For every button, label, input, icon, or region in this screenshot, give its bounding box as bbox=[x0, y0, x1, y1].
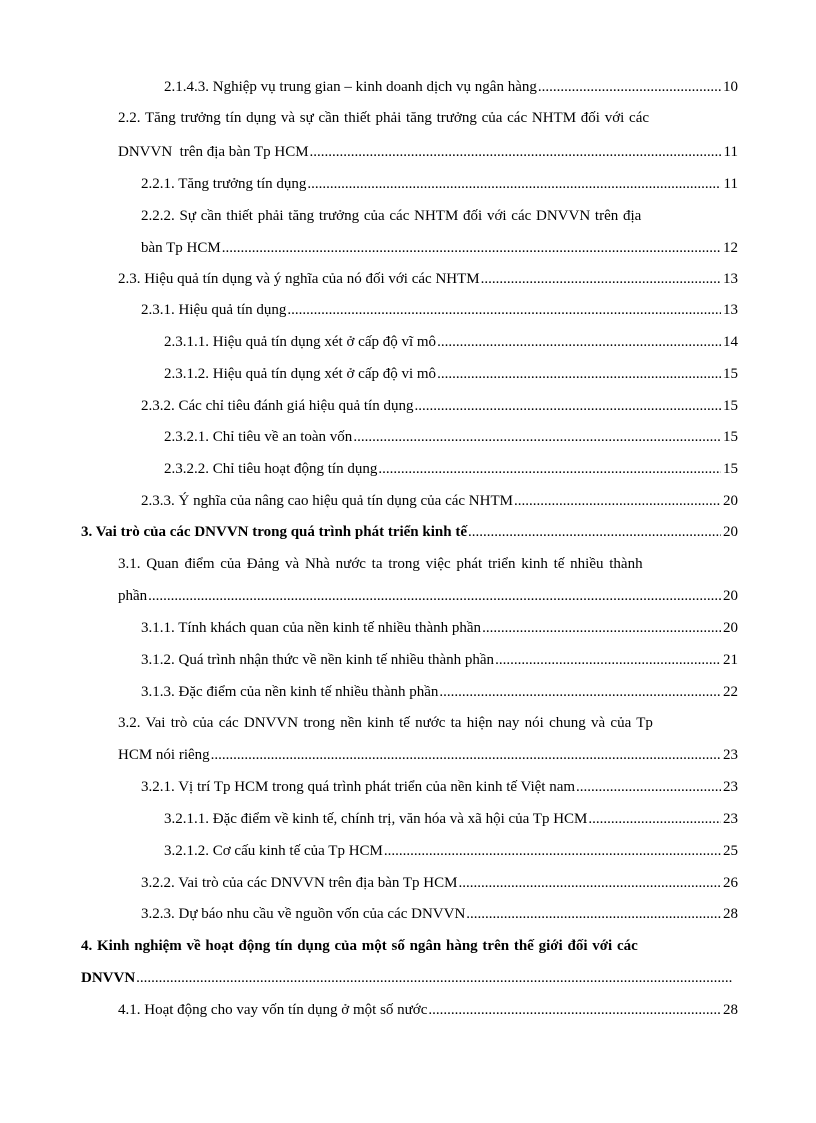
toc-entry-title: 3.1.3. Đặc điểm của nền kinh tế nhiều thành phần bbox=[141, 684, 439, 700]
toc-page-number: 13 bbox=[723, 271, 738, 287]
toc-entry-title: 2.3.1. Hiệu quả tín dụng bbox=[141, 302, 287, 318]
toc-leader bbox=[482, 616, 721, 640]
toc-page-number: 13 bbox=[723, 302, 738, 318]
toc-entry-title: 3.2.3. Dự báo nhu cầu về nguồn vốn của các DNVVN bbox=[141, 906, 466, 922]
toc-page-number: 26 bbox=[723, 875, 738, 891]
toc-entry[interactable] bbox=[164, 362, 738, 386]
toc-leader bbox=[136, 966, 732, 990]
toc-entry-title: DNVVN trên địa bàn Tp HCM bbox=[118, 144, 309, 160]
toc-page-number: 14 bbox=[723, 334, 738, 350]
toc-entry-title: 3.2.2. Vai trò của các DNVVN trên địa bàn Tp HCM bbox=[141, 875, 458, 891]
toc-leader bbox=[310, 140, 721, 164]
toc-leader bbox=[466, 902, 721, 926]
toc-entry[interactable] bbox=[118, 106, 738, 130]
toc-entry[interactable] bbox=[141, 616, 738, 640]
toc-leader bbox=[437, 362, 721, 386]
toc-entry-title: DNVVN bbox=[81, 970, 136, 986]
toc-entry-title: 2.3.2.1. Chỉ tiêu về an toàn vốn bbox=[164, 429, 353, 445]
toc-entry-title: 3.2. Vai trò của các DNVVN trong nền kinh tế nước ta hiện nay nói chung và của Tp bbox=[118, 715, 653, 731]
toc-leader bbox=[588, 807, 721, 831]
toc-section-heading[interactable] bbox=[81, 934, 738, 958]
toc-entry[interactable] bbox=[164, 75, 738, 99]
toc-leader bbox=[222, 236, 721, 260]
toc-leader bbox=[307, 172, 721, 196]
toc-leader bbox=[468, 520, 721, 544]
toc-entry[interactable] bbox=[141, 204, 738, 228]
toc-leader bbox=[353, 425, 721, 449]
toc-entry-title: 2.3.2.2. Chỉ tiêu hoạt động tín dụng bbox=[164, 461, 378, 477]
toc-leader bbox=[437, 330, 721, 354]
toc-entry[interactable] bbox=[141, 648, 738, 672]
toc-entry-title: 2.1.4.3. Nghiệp vụ trung gian – kinh doanh dịch vụ ngân hàng bbox=[164, 79, 537, 95]
toc-entry-title: 3.2.1.2. Cơ cấu kinh tế của Tp HCM bbox=[164, 843, 383, 859]
toc-entry-continuation[interactable] bbox=[118, 743, 738, 767]
toc-entry-title: 2.3.2. Các chỉ tiêu đánh giá hiệu quả tín dụng bbox=[141, 398, 414, 414]
toc-leader bbox=[287, 298, 721, 322]
toc-leader bbox=[439, 680, 721, 704]
toc-page-number: 22 bbox=[723, 684, 738, 700]
toc-page-number: 20 bbox=[723, 620, 738, 636]
toc-entry[interactable] bbox=[118, 267, 738, 291]
toc-leader bbox=[211, 743, 721, 767]
toc-entry[interactable] bbox=[141, 298, 738, 322]
toc-leader bbox=[481, 267, 721, 291]
toc-page-number: 11 bbox=[723, 176, 738, 192]
toc-entry[interactable] bbox=[118, 998, 738, 1022]
toc-entry-title: 3.1. Quan điểm của Đảng và Nhà nước ta trong việc phát triển kinh tế nhiều thành bbox=[118, 556, 643, 572]
toc-page-number: 28 bbox=[723, 1002, 738, 1018]
toc-entry-title: bàn Tp HCM bbox=[141, 240, 221, 256]
toc-page-number: 15 bbox=[723, 429, 738, 445]
toc-entry-title: 3.1.1. Tính khách quan của nền kinh tế nhiều thành phần bbox=[141, 620, 482, 636]
toc-entry-title: 3. Vai trò của các DNVVN trong quá trình phát triển kinh tế bbox=[81, 524, 467, 540]
toc-entry-title: 4.1. Hoạt động cho vay vốn tín dụng ở một số nước bbox=[118, 1002, 428, 1018]
toc-leader bbox=[148, 584, 721, 608]
toc-entry[interactable] bbox=[164, 330, 738, 354]
toc-page-number: 20 bbox=[723, 588, 738, 604]
toc-page-number: 20 bbox=[723, 493, 738, 509]
toc-entry-continuation[interactable] bbox=[141, 236, 738, 260]
toc-leader bbox=[576, 775, 721, 799]
toc-page-number: 25 bbox=[723, 843, 738, 859]
toc-entry-title: 2.2.2. Sự cần thiết phải tăng trưởng của các NHTM đối với các DNVVN trên địa bbox=[141, 208, 642, 224]
toc-leader bbox=[378, 457, 721, 481]
toc-section-heading-continuation[interactable] bbox=[81, 966, 733, 990]
toc-entry-title: 2.3.1.1. Hiệu quả tín dụng xét ở cấp độ vĩ mô bbox=[164, 334, 437, 350]
toc-leader bbox=[414, 394, 721, 418]
toc-entry[interactable] bbox=[164, 457, 738, 481]
toc-entry[interactable] bbox=[141, 902, 738, 926]
toc-entry[interactable] bbox=[164, 425, 738, 449]
toc-entry-title: 2.3.1.2. Hiệu quả tín dụng xét ở cấp độ vi mô bbox=[164, 366, 437, 382]
toc-page-number: 28 bbox=[723, 906, 738, 922]
toc-entry-title: 2.2.1. Tăng trưởng tín dụng bbox=[141, 176, 307, 192]
toc-entry[interactable] bbox=[141, 871, 738, 895]
toc-entry-title: 2.3. Hiệu quả tín dụng và ý nghĩa của nó đối với các NHTM bbox=[118, 271, 480, 287]
toc-entry[interactable] bbox=[141, 172, 738, 196]
toc-entry[interactable] bbox=[118, 552, 738, 576]
toc-page-number: 23 bbox=[723, 779, 738, 795]
toc-entry-title: 2.3.3. Ý nghĩa của nâng cao hiệu quả tín dụng của các NHTM bbox=[141, 493, 513, 509]
toc-page-number: 23 bbox=[723, 811, 738, 827]
toc-entry-title: HCM nói riêng bbox=[118, 747, 210, 763]
toc-page-number: 23 bbox=[723, 747, 738, 763]
toc-entry-title: 4. Kinh nghiệm về hoạt động tín dụng của một số ngân hàng trên thế giới đối với các bbox=[81, 938, 638, 954]
toc-page-number: 10 bbox=[723, 79, 738, 95]
toc-leader bbox=[458, 871, 721, 895]
toc-entry[interactable] bbox=[141, 489, 738, 513]
toc-leader bbox=[428, 998, 721, 1022]
toc-entry-title: 3.1.2. Quá trình nhận thức về nền kinh tế nhiều thành phần bbox=[141, 652, 495, 668]
toc-page-number: 12 bbox=[723, 240, 738, 256]
toc-page-number: 11 bbox=[723, 144, 738, 160]
toc-entry-title: 3.2.1.1. Đặc điểm về kinh tế, chính trị, văn hóa và xã hội của Tp HCM bbox=[164, 811, 588, 827]
toc-entry[interactable] bbox=[118, 711, 738, 735]
toc-entry[interactable] bbox=[141, 394, 738, 418]
toc-leader bbox=[514, 489, 721, 513]
toc-page-number: 15 bbox=[723, 398, 738, 414]
toc-entry[interactable] bbox=[164, 807, 738, 831]
toc-page-number: 20 bbox=[723, 524, 738, 540]
toc-entry[interactable] bbox=[141, 680, 738, 704]
toc-section-heading[interactable] bbox=[81, 520, 738, 544]
toc-entry-title: 3.2.1. Vị trí Tp HCM trong quá trình phát triển của nền kinh tế Việt nam bbox=[141, 779, 576, 795]
toc-page-number: 15 bbox=[723, 461, 738, 477]
toc-leader bbox=[538, 75, 721, 99]
toc-entry-title: phần bbox=[118, 588, 148, 604]
toc-entry-continuation[interactable] bbox=[118, 140, 738, 164]
toc-leader bbox=[495, 648, 721, 672]
toc-entry[interactable] bbox=[141, 775, 738, 799]
toc-leader bbox=[384, 839, 721, 863]
toc-entry[interactable] bbox=[164, 839, 738, 863]
toc-page-number: 15 bbox=[723, 366, 738, 382]
toc-entry-continuation[interactable] bbox=[118, 584, 738, 608]
toc-entry-title: 2.2. Tăng trưởng tín dụng và sự cần thiết phải tăng trưởng của các NHTM đối với các bbox=[118, 110, 650, 126]
toc-page-number: 21 bbox=[723, 652, 738, 668]
